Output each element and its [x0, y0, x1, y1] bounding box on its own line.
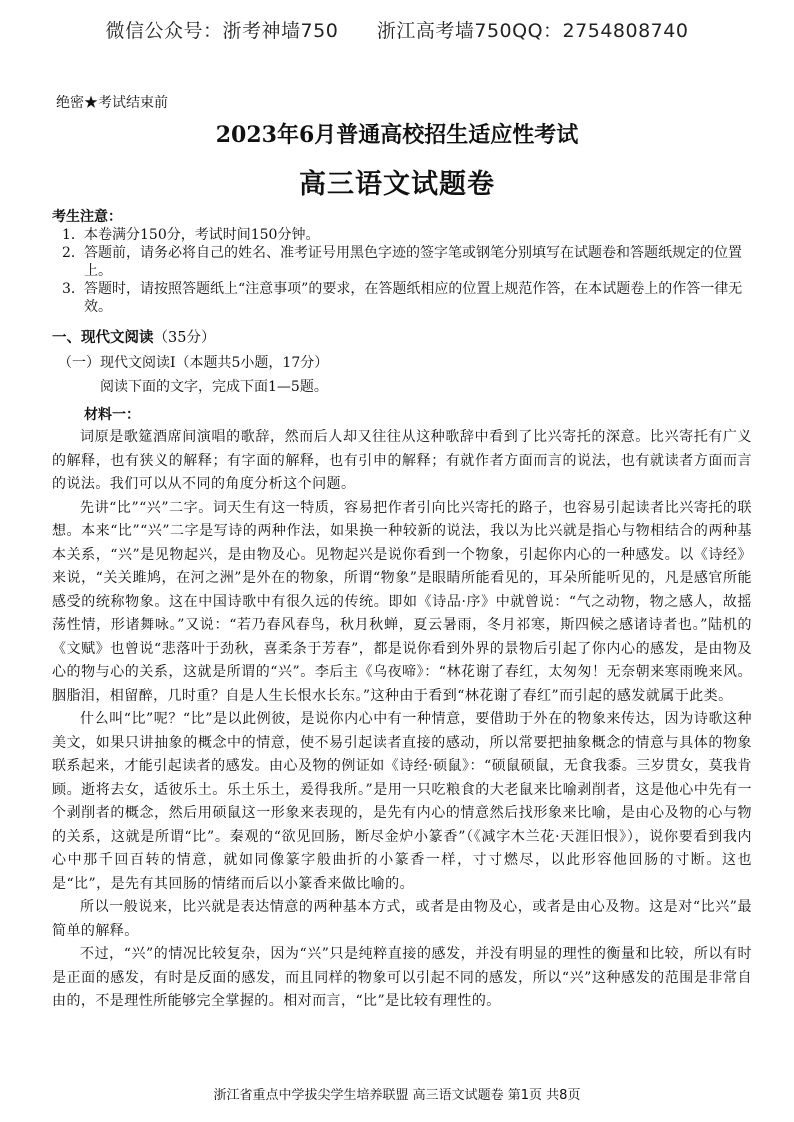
note-item	[52, 280, 752, 316]
candidate-notes	[52, 208, 752, 316]
section-title: 一、现代文阅读	[52, 329, 154, 346]
note-number: 1．	[62, 227, 85, 243]
subsection-heading: （一）现代文阅读Ⅰ（本题共5小题，17分）	[58, 355, 329, 371]
passage-paragraph: 所以一般说来，比兴就是表达情意的两种基本方式，或者是由物及心，或者是由心及物。这是对“比兴”最简单的解释。	[52, 899, 752, 939]
note-text: 答题前，请务必将自己的姓名、准考证号用黑色字迹的签字笔或钢笔分别填写在试题卷和答题纸规定的位置上。	[84, 245, 742, 279]
passage-paragraph: 先讲“比”“兴”二字。词天生有这一特质，容易把作者引向比兴寄托的路子，也容易引起读者比兴寄托的联想。本来“比”“兴”二字是写诗的两种作法，如果换一种较新的说法，我以为比兴就是指心与物相结合的两种基本关系，“兴”是见物起兴，是由物及心。见物起兴是说你看到一个物象，引起你内心的一种感发。以《诗经》来说，“关关雎鸠，在河之洲”是外在的物象，所谓“物象”是眼睛所能看见的，耳朵所能听见的，凡是感官所能感受的统称物象。这在中国诗歌中有很久远的传统。即如《诗品·序》中就曾说：“气之动物，物之感人，故摇荡性情，形诸舞咏。”又说：“若乃春风春鸟，秋月秋蝉，夏云暑雨，冬月祁寒，斯四候之感诸诗者也。”陆机的《文赋》也曾说“悲落叶于劲秋，喜柔条于芳春”，都是说你看到外界的景物后引起了你内心的感发，是由物及心的物与心的关系，这就是所谓的“兴”。李后主《乌夜啼》：“林花谢了春红，太匆匆！无奈朝来寒雨晚来风。胭脂泪，相留醉，几时重？自是人生长恨水长东。”这种由于看到“林花谢了春红”而引起的感发就属于此类。	[52, 499, 752, 704]
section-points: （35分）	[153, 330, 216, 346]
note-text: 本卷满分150分，考试时间150分钟。	[84, 227, 320, 243]
note-item	[52, 226, 752, 244]
note-text: 答题时，请按照答题纸上“注意事项”的要求，在答题纸相应的位置上规范作答，在本试题卷上的作答一律无效。	[84, 281, 743, 315]
reading-instruction: 阅读下面的文字，完成下面1—5题。	[100, 379, 328, 395]
section-heading	[52, 326, 215, 347]
material-label: 材料一：	[84, 407, 140, 423]
exam-title: 2023年6月普通高校招生适应性考试	[215, 122, 579, 148]
note-number: 3．	[62, 281, 85, 297]
reading-passage	[52, 426, 752, 1014]
wechat-account: 微信公众号：浙考神墙750	[105, 20, 339, 42]
notes-heading: 考生注意：	[52, 209, 122, 225]
note-item	[52, 244, 752, 280]
passage-paragraph: 什么叫“比”呢？“比”是以此例彼，是说你内心中有一种情意，要借助于外在的物象来传达，因为诗歌这种美文，如果只讲抽象的概念中的情意，使不易引起读者直接的感动，所以常要把抽象概念的情意与具体的物象联系起来，才能引起读者的感发。由心及物的例证如《诗经·硕鼠》：“硕鼠硕鼠，无食我黍。三岁贯女，莫我肯顾。逝将去女，适彼乐土。乐土乐土，爰得我所。”是用一只吃粮食的大老鼠来比喻剥削者，这是他心中先有一个剥削者的概念，然后用硕鼠这一形象来表现的，是先有内心的情意然后找形象来比喻，是由心及物的心与物的关系，这就是所谓“比”。秦观的“欲见回肠，断尽金炉小篆香”（《减字木兰花·天涯旧恨》），说你要看到我内心中那千回百转的情意，就如同像篆字般曲折的小篆香一样，寸寸燃尽，以此形容他回肠的寸断。这也是“比”，是先有其回肠的情绪而后以小篆香来做比喻的。	[52, 711, 752, 892]
page-footer: 浙江省重点中学拔尖学生培养联盟 高三语文试题卷 第1页 共8页	[213, 1088, 581, 1103]
qq-group: 浙江高考墙750QQ：2754808740	[376, 20, 689, 42]
paper-title: 高三语文试题卷	[299, 169, 495, 200]
passage-paragraph: 不过，“兴”的情况比较复杂，因为“兴”只是纯粹直接的感发，并没有明显的理性的衡量和比较，所以有时是正面的感发，有时是反面的感发，而且同样的物象可以引起不同的感发，所以“兴”这种感发的范围是非常自由的，不是理性所能够完全掌握的。相对而言，“比”是比较有理性的。	[52, 946, 752, 1009]
page-header	[0, 16, 794, 43]
confidential-mark: 绝密★考试结束前	[56, 95, 168, 111]
note-number: 2．	[62, 245, 85, 261]
passage-paragraph: 词原是歌筵酒席间演唱的歌辞，然而后人却又往往从这种歌辞中看到了比兴寄托的深意。比兴寄托有广义的解释，也有狭义的解释；有字面的解释，也有引申的解释；有就作者方面而言的说法，也有就读者方面而言的说法。我们可以从不同的角度分析这个问题。	[52, 429, 752, 492]
